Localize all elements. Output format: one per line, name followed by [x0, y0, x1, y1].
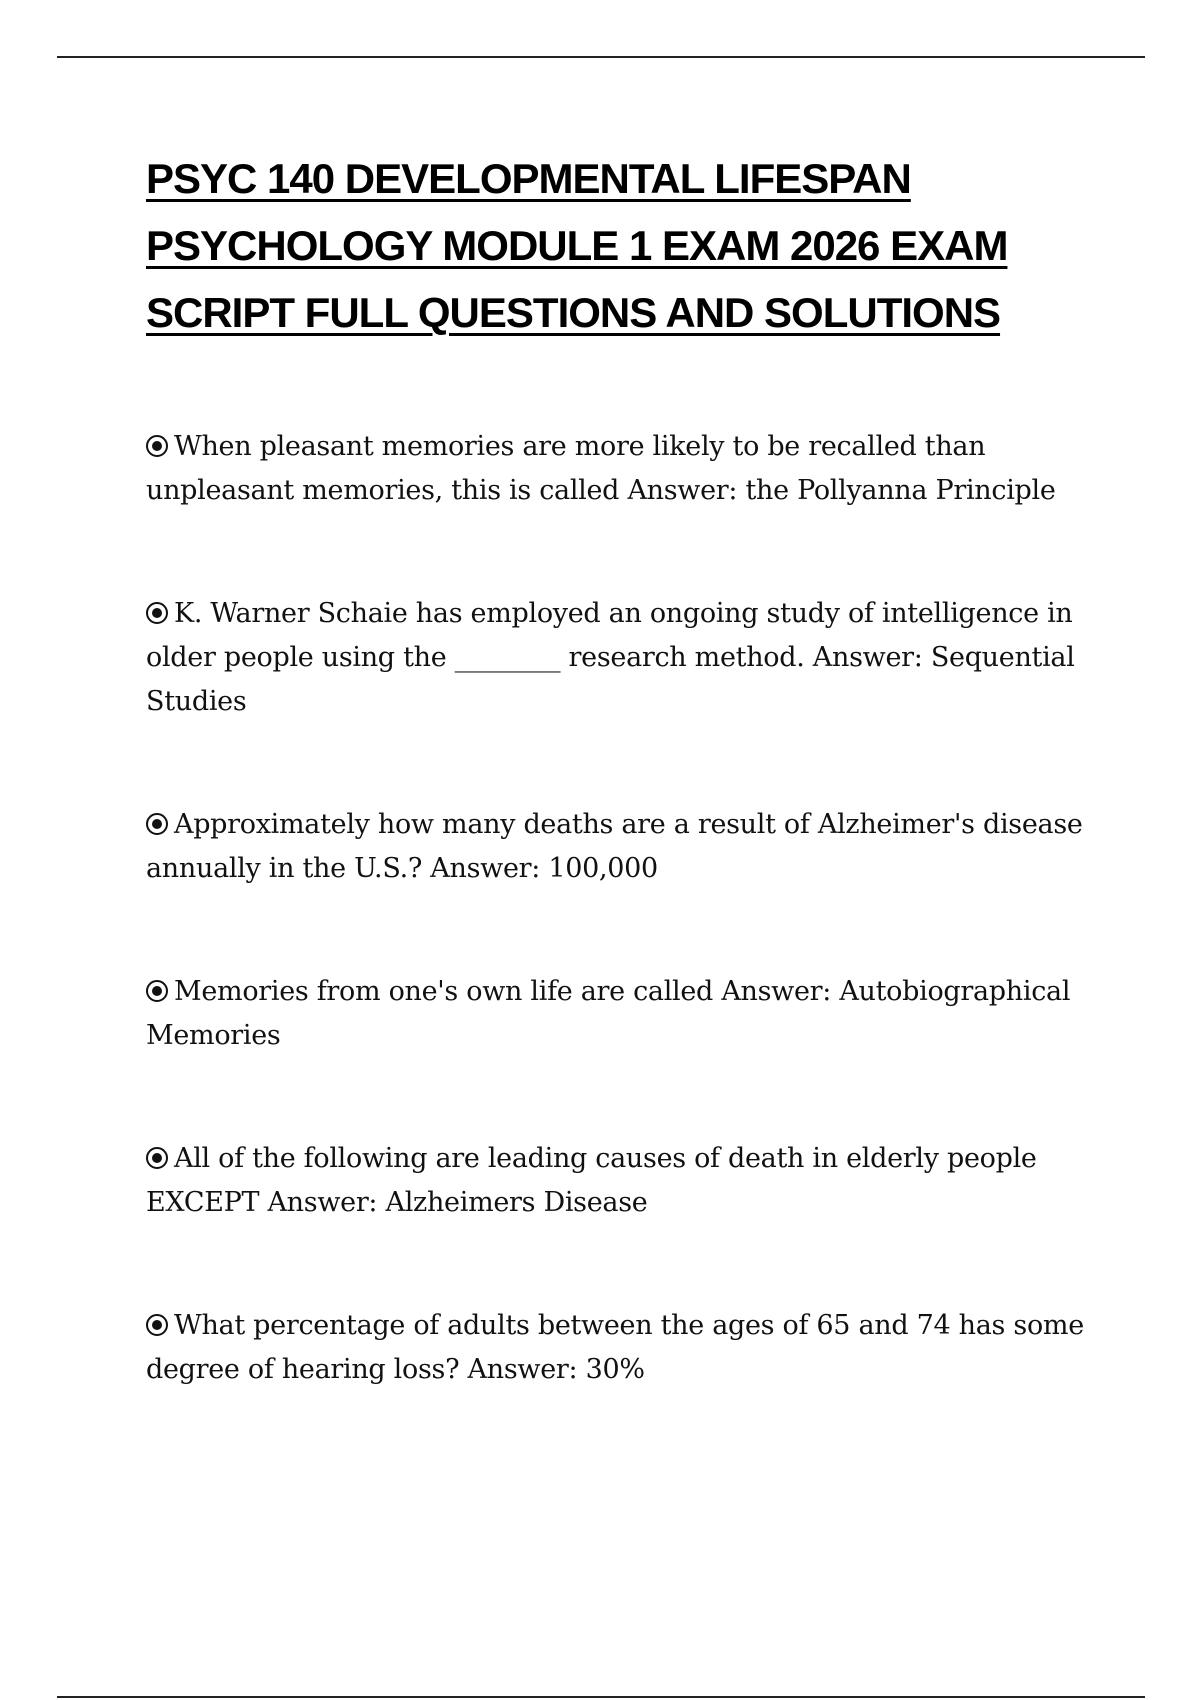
radio-bullet-icon [146, 980, 168, 1002]
list-item [146, 425, 1096, 513]
radio-bullet-icon [146, 1147, 168, 1169]
question-answer-text: Memories from one's own life are called Answer: Autobiographical Memories [146, 976, 1071, 1051]
bottom-rule [57, 1696, 1145, 1698]
radio-bullet-icon [146, 813, 168, 835]
question-answer-text: Approximately how many deaths are a result of Alzheimer's disease annually in the U.S.? Answer: 100,000 [146, 809, 1083, 884]
question-list [146, 425, 1096, 1471]
list-item [146, 1137, 1096, 1225]
question-answer-text: What percentage of adults between the ages of 65 and 74 has some degree of hearing loss? Answer: 30% [146, 1310, 1084, 1385]
top-rule [57, 56, 1145, 58]
document-title: PSYC 140 DEVELOPMENTAL LIFESPAN PSYCHOLOGY MODULE 1 EXAM 2026 EXAM SCRIPT FULL QUESTIONS AND SOLUTIONS [146, 155, 1008, 336]
radio-bullet-icon [146, 602, 168, 624]
question-answer-text: All of the following are leading causes of death in elderly people EXCEPT Answer: Alzheimers Disease [146, 1143, 1037, 1218]
list-item [146, 803, 1096, 891]
question-answer-text: K. Warner Schaie has employed an ongoing study of intelligence in older people using the ________ research method. Answer: Sequential Studies [146, 598, 1075, 717]
document-body [146, 145, 1096, 1385]
question-answer-text: When pleasant memories are more likely to be recalled than unpleasant memories, this is called Answer: the Pollyanna Principle [146, 431, 1056, 506]
radio-bullet-icon [146, 435, 168, 457]
list-item [146, 592, 1096, 724]
list-item [146, 1304, 1096, 1392]
radio-bullet-icon [146, 1314, 168, 1336]
list-item [146, 970, 1096, 1058]
